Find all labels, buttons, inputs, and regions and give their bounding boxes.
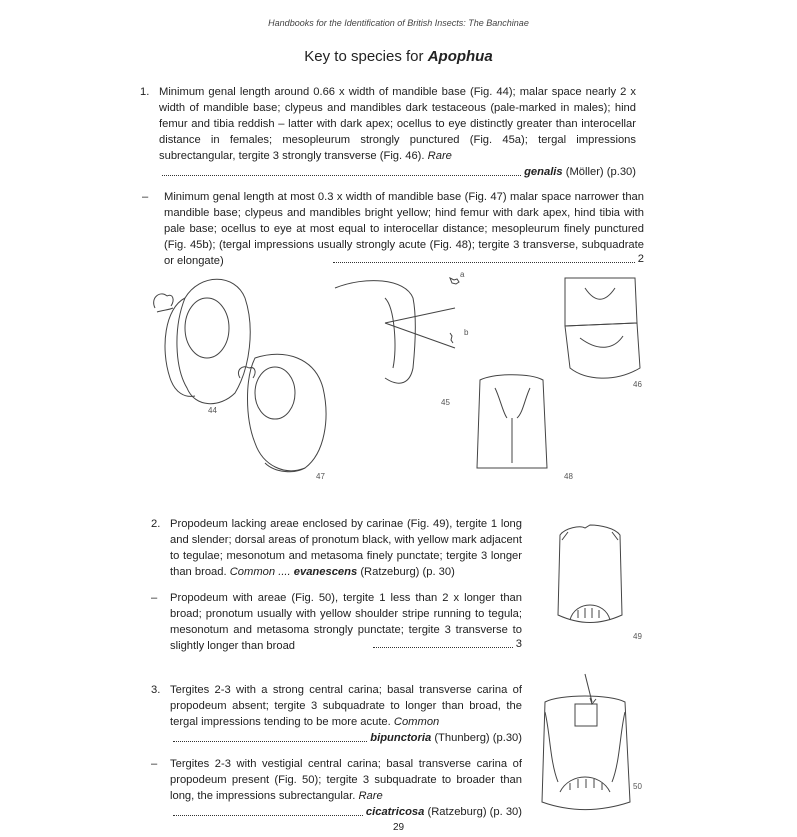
fig-45b-label: b bbox=[464, 328, 469, 337]
couplet-2a-author: (Ratzeburg) (p. 30) bbox=[360, 566, 455, 578]
fig-45a-label: a bbox=[460, 270, 465, 279]
couplet-2a bbox=[170, 516, 522, 580]
figures-44-48 bbox=[145, 268, 645, 498]
couplet-3b-result bbox=[170, 804, 522, 820]
couplet-3a-status: Common bbox=[393, 716, 440, 728]
couplet-3a-text: Tergites 2-3 with a strong central carina; basal transverse carina of propodeum absent; tergite 3 subquadrate to longer than broad, the tergal impressions tending to be more acute. bbox=[170, 684, 522, 728]
fig-47-label: 47 bbox=[316, 472, 325, 481]
couplet-1a-result bbox=[159, 164, 636, 180]
title-genus: Apophua bbox=[427, 48, 493, 65]
couplet-1b-dash: – bbox=[142, 191, 149, 203]
couplet-2-number: 2. bbox=[151, 518, 161, 530]
couplet-3-number: 3. bbox=[151, 684, 161, 696]
couplet-1-number: 1. bbox=[140, 86, 150, 98]
couplet-1b-goto: 2 bbox=[637, 253, 644, 265]
couplet-3b-status: Rare bbox=[358, 790, 383, 802]
fig-49-propodeum-drawing bbox=[540, 520, 640, 640]
couplet-1a bbox=[159, 84, 636, 180]
couplet-2a-status: Common .... bbox=[229, 566, 291, 578]
fig-48-label: 48 bbox=[564, 472, 573, 481]
couplet-1a-author: (Möller) (p.30) bbox=[565, 166, 636, 178]
couplet-2b-dash: – bbox=[151, 592, 158, 604]
couplet-3a bbox=[170, 682, 522, 746]
fig-47-head-drawing bbox=[238, 354, 326, 471]
couplet-3a-author: (Thunberg) (p.30) bbox=[434, 732, 522, 744]
couplet-3b-dash: – bbox=[151, 758, 158, 770]
fig-46-tergites-drawing bbox=[565, 278, 640, 378]
couplet-1a-status: Rare bbox=[427, 150, 452, 162]
species-genalis: genalis bbox=[524, 166, 563, 178]
fig-48-tergite-drawing bbox=[477, 375, 547, 468]
couplet-3b bbox=[170, 756, 522, 820]
fig-45-label: 45 bbox=[441, 398, 450, 407]
species-bipunctoria: bipunctoria bbox=[370, 732, 432, 744]
fig-44-head-drawing bbox=[154, 279, 251, 403]
couplet-3a-result bbox=[170, 730, 522, 746]
running-header: Handbooks for the Identification of British Insects: The Banchinae bbox=[268, 18, 529, 28]
fig-44-label: 44 bbox=[208, 406, 217, 415]
couplet-1b-text: Minimum genal length at most 0.3 x width of mandible base (Fig. 47) malar space narrower than mandible base; clypeus and mandibles bright yellow; hind femur with dark apex, hind tibia with pale base; ocellus to eye at most equal to interocellar distance; mesopleurum finely punctured (Fig. 45b); (tergal impressions usually strongly acute (Fig. 48); tergite 3 transverse, subquadrate or elongate) bbox=[164, 191, 644, 267]
species-evanescens: evanescens bbox=[293, 566, 358, 578]
couplet-2b-goto: 3 bbox=[515, 638, 522, 650]
couplet-2b-result bbox=[370, 636, 522, 652]
fig-46-label: 46 bbox=[633, 380, 642, 389]
couplet-2a-text: Propodeum lacking areae enclosed by carinae (Fig. 49), tergite 1 long and slender; dorsal areas of pronotum black, with yellow mark adjacent to tegulae; mesonotum and metasoma finely punctate; tergite 3 longer than broad. bbox=[170, 518, 522, 578]
couplet-1b-result bbox=[330, 251, 644, 267]
couplet-1a-text: Minimum genal length around 0.66 x width of mandible base (Fig. 44); malar space nearly 2 x width of mandible base; clypeus and mandibles dark testaceous (pale-marked in males); hind femur and tibia reddish – latter with dark apex; ocellus to eye distinctly greater than interocellar distance in females; mesopleurum strongly punctured (Fig. 45a); tergal impressions subrectangular, tergite 3 strongly transverse (Fig. 46). bbox=[159, 86, 636, 162]
title-prefix: Key to species for bbox=[304, 48, 428, 65]
fig-50-label: 50 bbox=[633, 782, 642, 791]
page-number: 29 bbox=[392, 822, 405, 833]
fig-50-propodeum-drawing bbox=[530, 672, 640, 817]
page-title bbox=[0, 48, 797, 65]
couplet-2b-text: Propodeum with areae (Fig. 50), tergite 1 less than 2 x longer than broad; pronotum usually with yellow shoulder stripe running to tegula; mesonotum and metasoma strongly punctate; tergite 3 transverse to slightly longer than broad bbox=[170, 592, 522, 652]
couplet-3b-text: Tergites 2-3 with vestigial central carina; basal transverse carina of propodeum present (Fig. 50); tergite 3 subquadrate to broader than long, the impressions subrectangular. bbox=[170, 758, 522, 802]
fig-49-label: 49 bbox=[633, 632, 642, 641]
species-cicatricosa: cicatricosa bbox=[365, 806, 425, 818]
couplet-3b-author: (Ratzeburg) (p. 30) bbox=[427, 806, 522, 818]
fig-45-mesopleurum-drawing bbox=[335, 278, 459, 383]
